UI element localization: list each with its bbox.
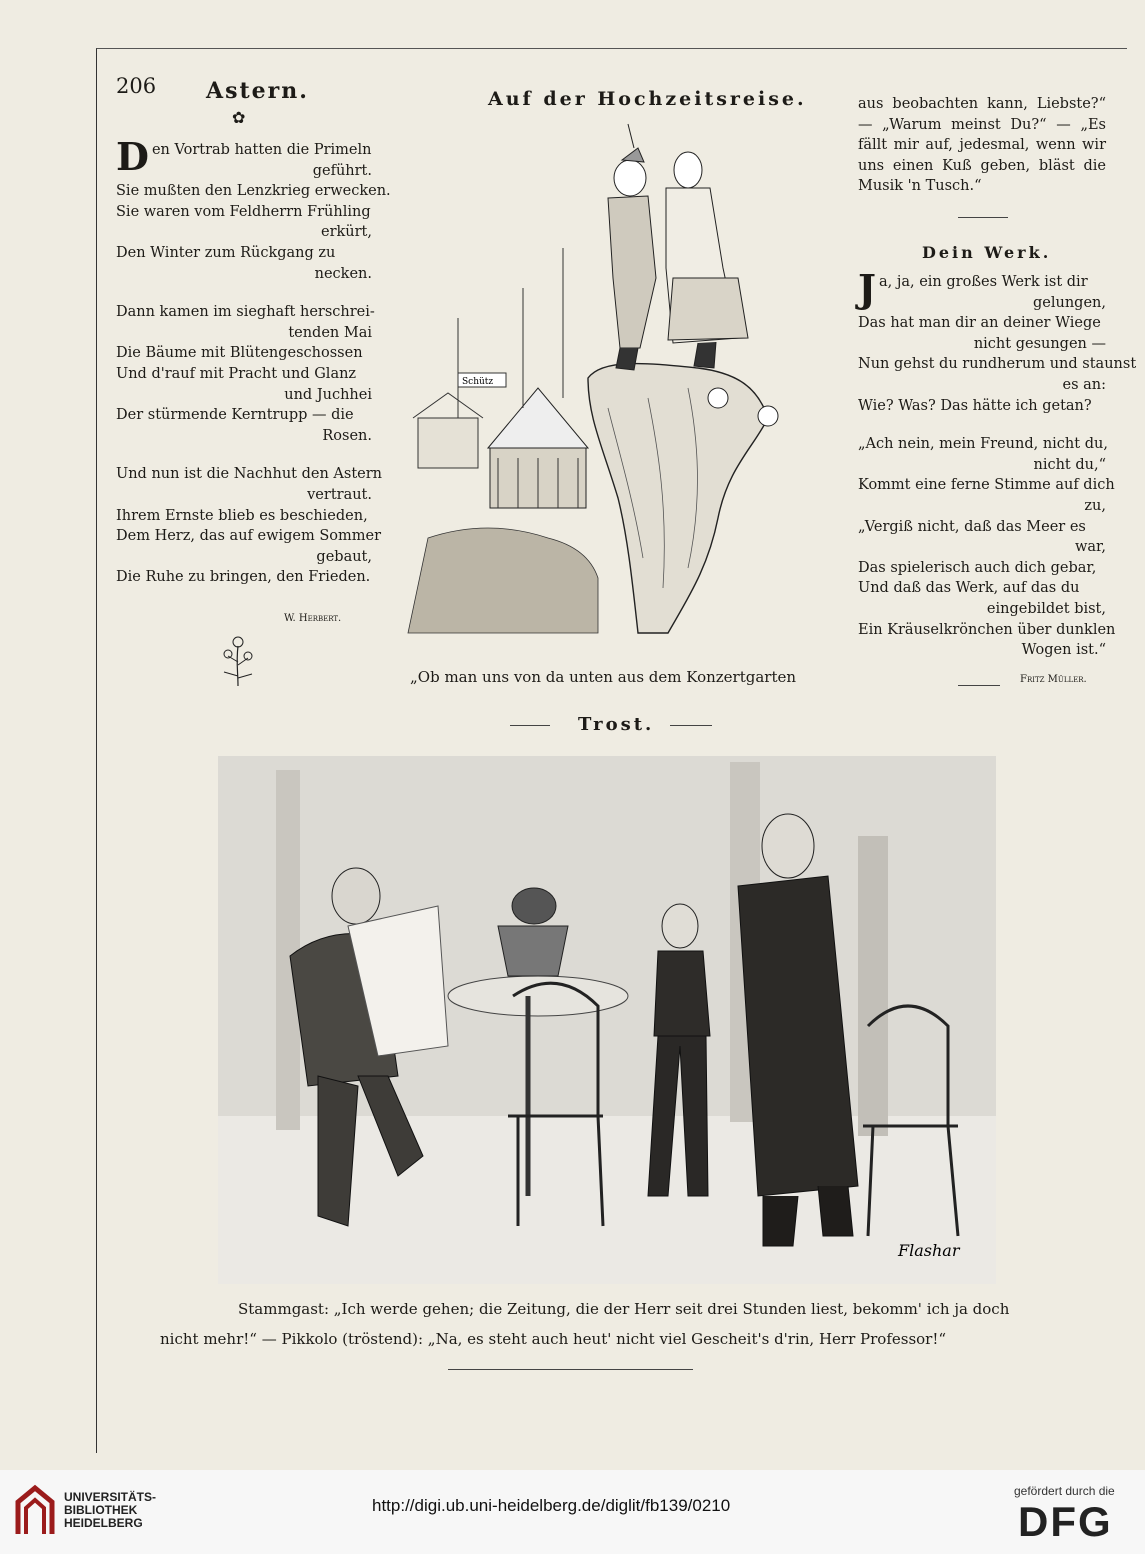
astern-poem-line: Und nun ist die Nachhut den Astern (116, 466, 383, 483)
astern-poem-line: en Vortrab hatten die Primeln (151, 142, 372, 158)
astern-poem-line: Der stürmende Kerntrupp — die (116, 407, 354, 424)
beer-sign-text: Schütz (462, 377, 494, 387)
source-url-link[interactable]: http://digi.ub.uni-heidelberg.de/diglit/fb139/0210 (372, 1496, 731, 1515)
astern-drop-cap: D (116, 134, 149, 179)
astern-poem-line: geführt. (312, 162, 372, 179)
dein-werk-poem-line: „Ach nein, mein Freund, nicht du, (858, 436, 1108, 453)
trost-caption-line1: Stammgast: „Ich werde gehen; die Zeitung, die der Herr seit drei Stunden liest, bekomm' ich ja doch (238, 1300, 1010, 1318)
dein-werk-poem-line: war, (1074, 539, 1106, 556)
astern-poem-line: Dem Herz, das auf ewigem Sommer (116, 528, 382, 545)
trost-caption-line2: nicht mehr!“ — Pikkolo (tröstend): „Na, es steht auch heut' nicht viel Gescheit's d'rin, Herr Professor!“ (160, 1330, 947, 1348)
astern-poem (116, 134, 391, 588)
bottom-rule (448, 1369, 693, 1370)
astern-title: Astern. (206, 78, 309, 104)
dein-werk-poem-line: Wogen ist.“ (1021, 642, 1106, 659)
flower-ornament-icon (218, 632, 258, 691)
library-name-line2: BIBLIOTHEK (64, 1503, 138, 1517)
dein-werk-poem-line: es an: (1062, 376, 1106, 393)
astern-poem-line (116, 284, 372, 302)
dein-werk-poem-line: a, ja, ein großes Werk ist dir (878, 274, 1088, 290)
dein-werk-poem (858, 266, 1137, 661)
astern-author: W. Herbert. (284, 613, 342, 624)
astern-poem-line: Dann kamen im sieghaft herschrei- (116, 304, 375, 321)
dfg-logo: DFG (1018, 1498, 1113, 1545)
author-rule (958, 685, 1000, 686)
library-name-line1: UNIVERSITÄTS- (64, 1490, 157, 1504)
dein-werk-author: Fritz Müller. (1020, 674, 1087, 685)
footer-bar (0, 1470, 1145, 1554)
dein-werk-poem-line: „Vergiß nicht, daß das Meer es (858, 518, 1086, 535)
astern-poem-line: Sie waren vom Feldherrn Frühling (116, 203, 371, 220)
artist-signature: Flashar (898, 1241, 960, 1260)
dein-werk-poem-line: nicht gesungen — (973, 335, 1106, 352)
dein-werk-drop-cap: J (858, 266, 876, 311)
dein-werk-poem-line: Und daß das Werk, auf das du (858, 580, 1080, 597)
dein-werk-poem-line: Wie? Was? Das hätte ich getan? (858, 397, 1092, 414)
page-number: 206 (116, 74, 157, 98)
astern-poem-line: Sie mußten den Lenzkrieg erwecken. (116, 183, 391, 200)
dein-werk-poem-line: Das hat man dir an deiner Wiege (858, 315, 1101, 332)
astern-poem-line: Rosen. (322, 427, 372, 444)
astern-poem-line: Den Winter zum Rückgang zu (116, 244, 336, 261)
library-name-line3: HEIDELBERG (64, 1516, 143, 1530)
astern-poem-line: Die Ruhe zu bringen, den Frieden. (116, 569, 371, 586)
astern-poem-line: necken. (314, 265, 372, 282)
astern-poem-line: gebaut, (316, 548, 372, 565)
funding-text: gefördert durch die (1014, 1484, 1115, 1498)
astern-poem-line: tenden Mai (288, 324, 372, 341)
trost-title: Trost. (578, 714, 655, 735)
astern-poem-line: und Juchhei (284, 386, 372, 403)
astern-poem-line: vertraut. (307, 486, 372, 503)
astern-poem-line: Und d'rauf mit Pracht und Glanz (116, 365, 357, 382)
hochzeitsreise-caption: „Ob man uns von da unten aus dem Konzertgarten (410, 668, 797, 686)
astern-poem-line (116, 446, 372, 464)
separator-line (958, 217, 1008, 218)
dein-werk-title: Dein Werk. (922, 243, 1052, 262)
astern-poem-line: Die Bäume mit Blütengeschossen (116, 345, 363, 362)
astern-poem-line: Ihrem Ernste blieb es beschieden, (116, 507, 368, 524)
dein-werk-poem-line: gelungen, (1033, 294, 1106, 311)
library-logo-icon (14, 1484, 56, 1542)
title-rule-left (510, 725, 550, 726)
wedding-trip-illustration (398, 118, 808, 638)
dein-werk-poem-line: eingebildet bist, (986, 600, 1106, 617)
hochzeitsreise-title: Auf der Hochzeitsreise. (488, 88, 807, 110)
dein-werk-poem-line: zu, (1084, 497, 1106, 514)
astern-ornament: ✿ (232, 108, 246, 127)
title-rule-right (670, 725, 712, 726)
astern-poem-line: erkürt, (320, 224, 372, 241)
dein-werk-poem-line (858, 416, 1106, 434)
dein-werk-poem-line: nicht du,“ (1033, 456, 1106, 473)
hochzeitsreise-continuation: aus beobachten kann, Liebste?“ — „Warum meinst Du?“ — „Es fällt mir auf, jedesmal, wenn wir uns einen Kuß geben, bläst die Musik 'n Tusch.“ (858, 96, 1106, 195)
dein-werk-poem-line: Das spielerisch auch dich gebar, (858, 559, 1097, 576)
dein-werk-poem-line: Kommt eine ferne Stimme auf dich (858, 477, 1115, 494)
dein-werk-poem-line: Nun gehst du rundherum und staunst (858, 356, 1137, 373)
cafe-illustration (218, 756, 996, 1284)
dein-werk-poem-line: Ein Kräuselkrönchen über dunklen (858, 621, 1116, 638)
